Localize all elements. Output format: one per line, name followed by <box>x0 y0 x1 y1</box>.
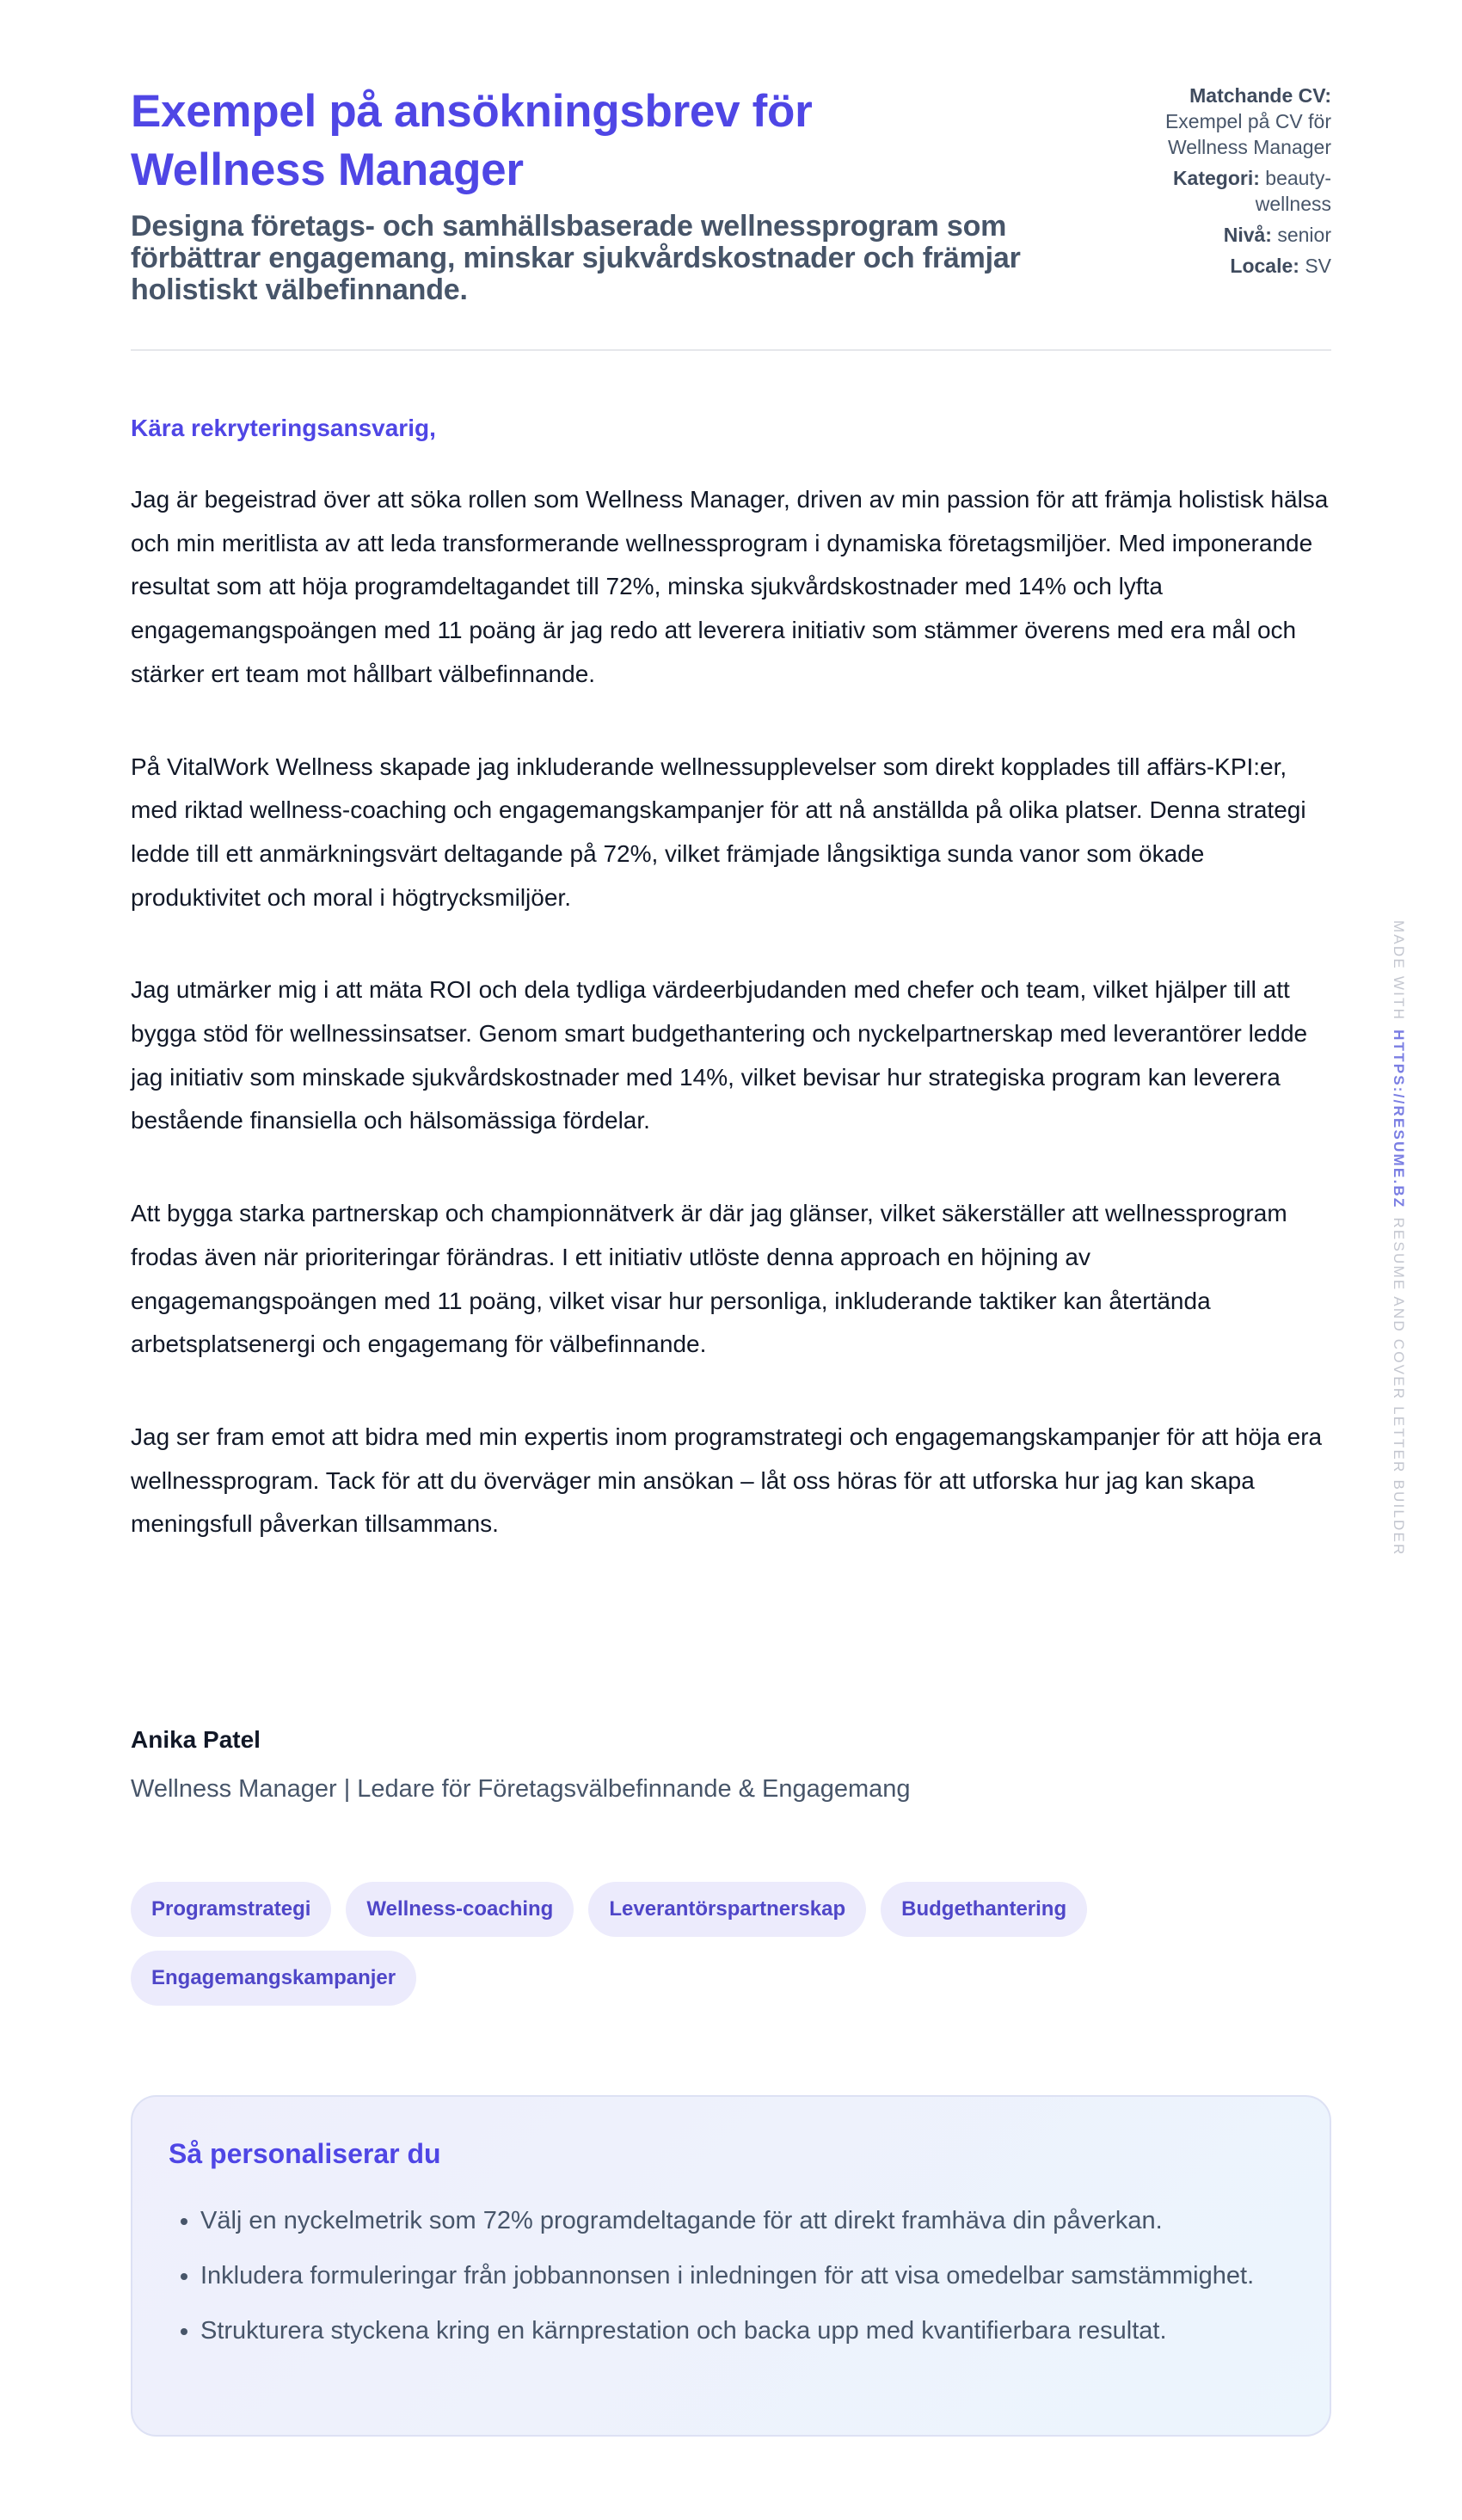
meta-matching-cv <box>1146 83 1331 160</box>
tips-heading: Så personaliserar du <box>169 2138 441 2169</box>
meta-locale <box>1146 253 1331 279</box>
watermark-link[interactable]: HTTPS://RESUME.BZ <box>1391 1030 1407 1209</box>
letter-paragraph: Att bygga starka partnerskap och championnätverk är där jag glänser, vilket säkerställer att wellnessprogram frodas även när prioriteringar förändras. I ett initiativ utlöste denna approach en höjning av engagemangspoängen med 11 poäng, vilket visar hur personliga, inkluderande taktiker kan återtända arbetsplatsenergi och engagemang för välbefinnande. <box>131 1200 1287 1358</box>
skill-tag: Wellness-coaching <box>346 1882 574 1937</box>
watermark-text <box>1388 920 1409 1557</box>
page-subtitle: Designa företags- och samhällsbaserade wellnessprogram som förbättrar engagemang, minskar sjukvårdskostnader och främjar holistiskt välbefinnande. <box>131 210 1021 306</box>
letter-paragraph: Jag ser fram emot att bidra med min expertis inom programstrategi och engagemangskampanjer för att höja era wellnessprogram. Tack för att du överväger min ansökan – låt oss höras för att utforska hur jag kan skapa meningsfull påverkan tillsammans. <box>131 1423 1323 1538</box>
meta-category <box>1146 165 1331 217</box>
letter-paragraph: Jag är begeistrad över att söka rollen som Wellness Manager, driven av min passion för att främja holistisk hälsa och min meritlista av att leda transformerande wellnessprogram i dynamiska företagsmiljöer. Med imponerande resultat som att höja programdeltagandet till 72%, minska sjukvårdskostnader med 14% och lyfta engagemangspoängen med 11 poäng är jag redo att leverera initiativ som stämmer överens med era mål och stärker ert team mot hållbart välbefinnande. <box>131 486 1329 687</box>
meta-level-value: senior <box>1277 224 1331 246</box>
skill-tag: Leverantörspartnerskap <box>588 1882 866 1937</box>
meta-locale-value: SV <box>1305 255 1331 277</box>
header-divider <box>131 349 1331 351</box>
meta-category-label: Kategori: <box>1172 167 1260 189</box>
meta-locale-label: Locale: <box>1230 255 1299 277</box>
tip-item: • Välj en nyckelmetrik som 72% programdeltagande för att direkt framhäva din påverkan. <box>200 2198 1293 2243</box>
tip-item: • Strukturera styckena kring en kärnprestation och backa upp med kvantifierbara resultat. <box>200 2308 1293 2353</box>
metadata-panel <box>1146 83 1331 284</box>
page-title: Exempel på ansökningsbrev för Wellness Manager <box>131 86 813 195</box>
personalization-tips-box <box>131 2095 1331 2437</box>
letter-paragraph: På VitalWork Wellness skapade jag inkluderande wellnessupplevelser som direkt kopplades till affärs-KPI:er, med riktad wellness-coaching och engagemangskampanjer för att nå anställda på olika platser. Denna strategi ledde till ett anmärkningsvärt deltagande på 72%, vilket främjade långsiktiga sunda vanor som ökade produktivitet och moral i högtrycksmiljöer. <box>131 753 1306 911</box>
meta-level-label: Nivå: <box>1223 224 1272 246</box>
tip-item: • Inkludera formuleringar från jobbannonsen i inledningen för att visa omedelbar samstämmighet. <box>200 2253 1293 2298</box>
skill-tag: Budgethantering <box>881 1882 1087 1937</box>
meta-matching-cv-label: Matchande CV: <box>1189 84 1331 107</box>
letter-body <box>131 478 1331 1595</box>
skill-tags <box>131 1882 1331 2006</box>
made-with-watermark <box>1388 920 1409 1634</box>
meta-level <box>1146 222 1331 248</box>
watermark-prefix: MADE WITH <box>1391 920 1407 1022</box>
letter-paragraph: Jag utmärker mig i att mäta ROI och dela tydliga värdeerbjudanden med chefer och team, vilket hjälper till att bygga stöd för wellnessinsatser. Genom smart budgethantering och nyckelpartnerskap med leverantörer ledde jag initiativ som minskade sjukvårdskostnader med 14%, vilket bevisar hur strategiska program kan leverera bestående finansiella och hälsomässiga fördelar. <box>131 976 1308 1134</box>
skill-tag: Engagemangskampanjer <box>131 1951 416 2006</box>
page-header <box>131 0 1331 351</box>
salutation: Kära rekryteringsansvarig, <box>131 415 436 441</box>
meta-category-value: beauty-wellness <box>1255 167 1331 215</box>
signature-name: Anika Patel <box>131 1726 261 1753</box>
meta-matching-cv-value[interactable]: Exempel på CV för Wellness Manager <box>1164 110 1331 158</box>
skill-tag: Programstrategi <box>131 1882 331 1937</box>
watermark-suffix: RESUME AND COVER LETTER BUILDER <box>1391 1217 1407 1557</box>
signature-title: Wellness Manager | Ledare för Företagsvälbefinnande & Engagemang <box>131 1775 911 1803</box>
tips-list <box>169 2198 1293 2353</box>
